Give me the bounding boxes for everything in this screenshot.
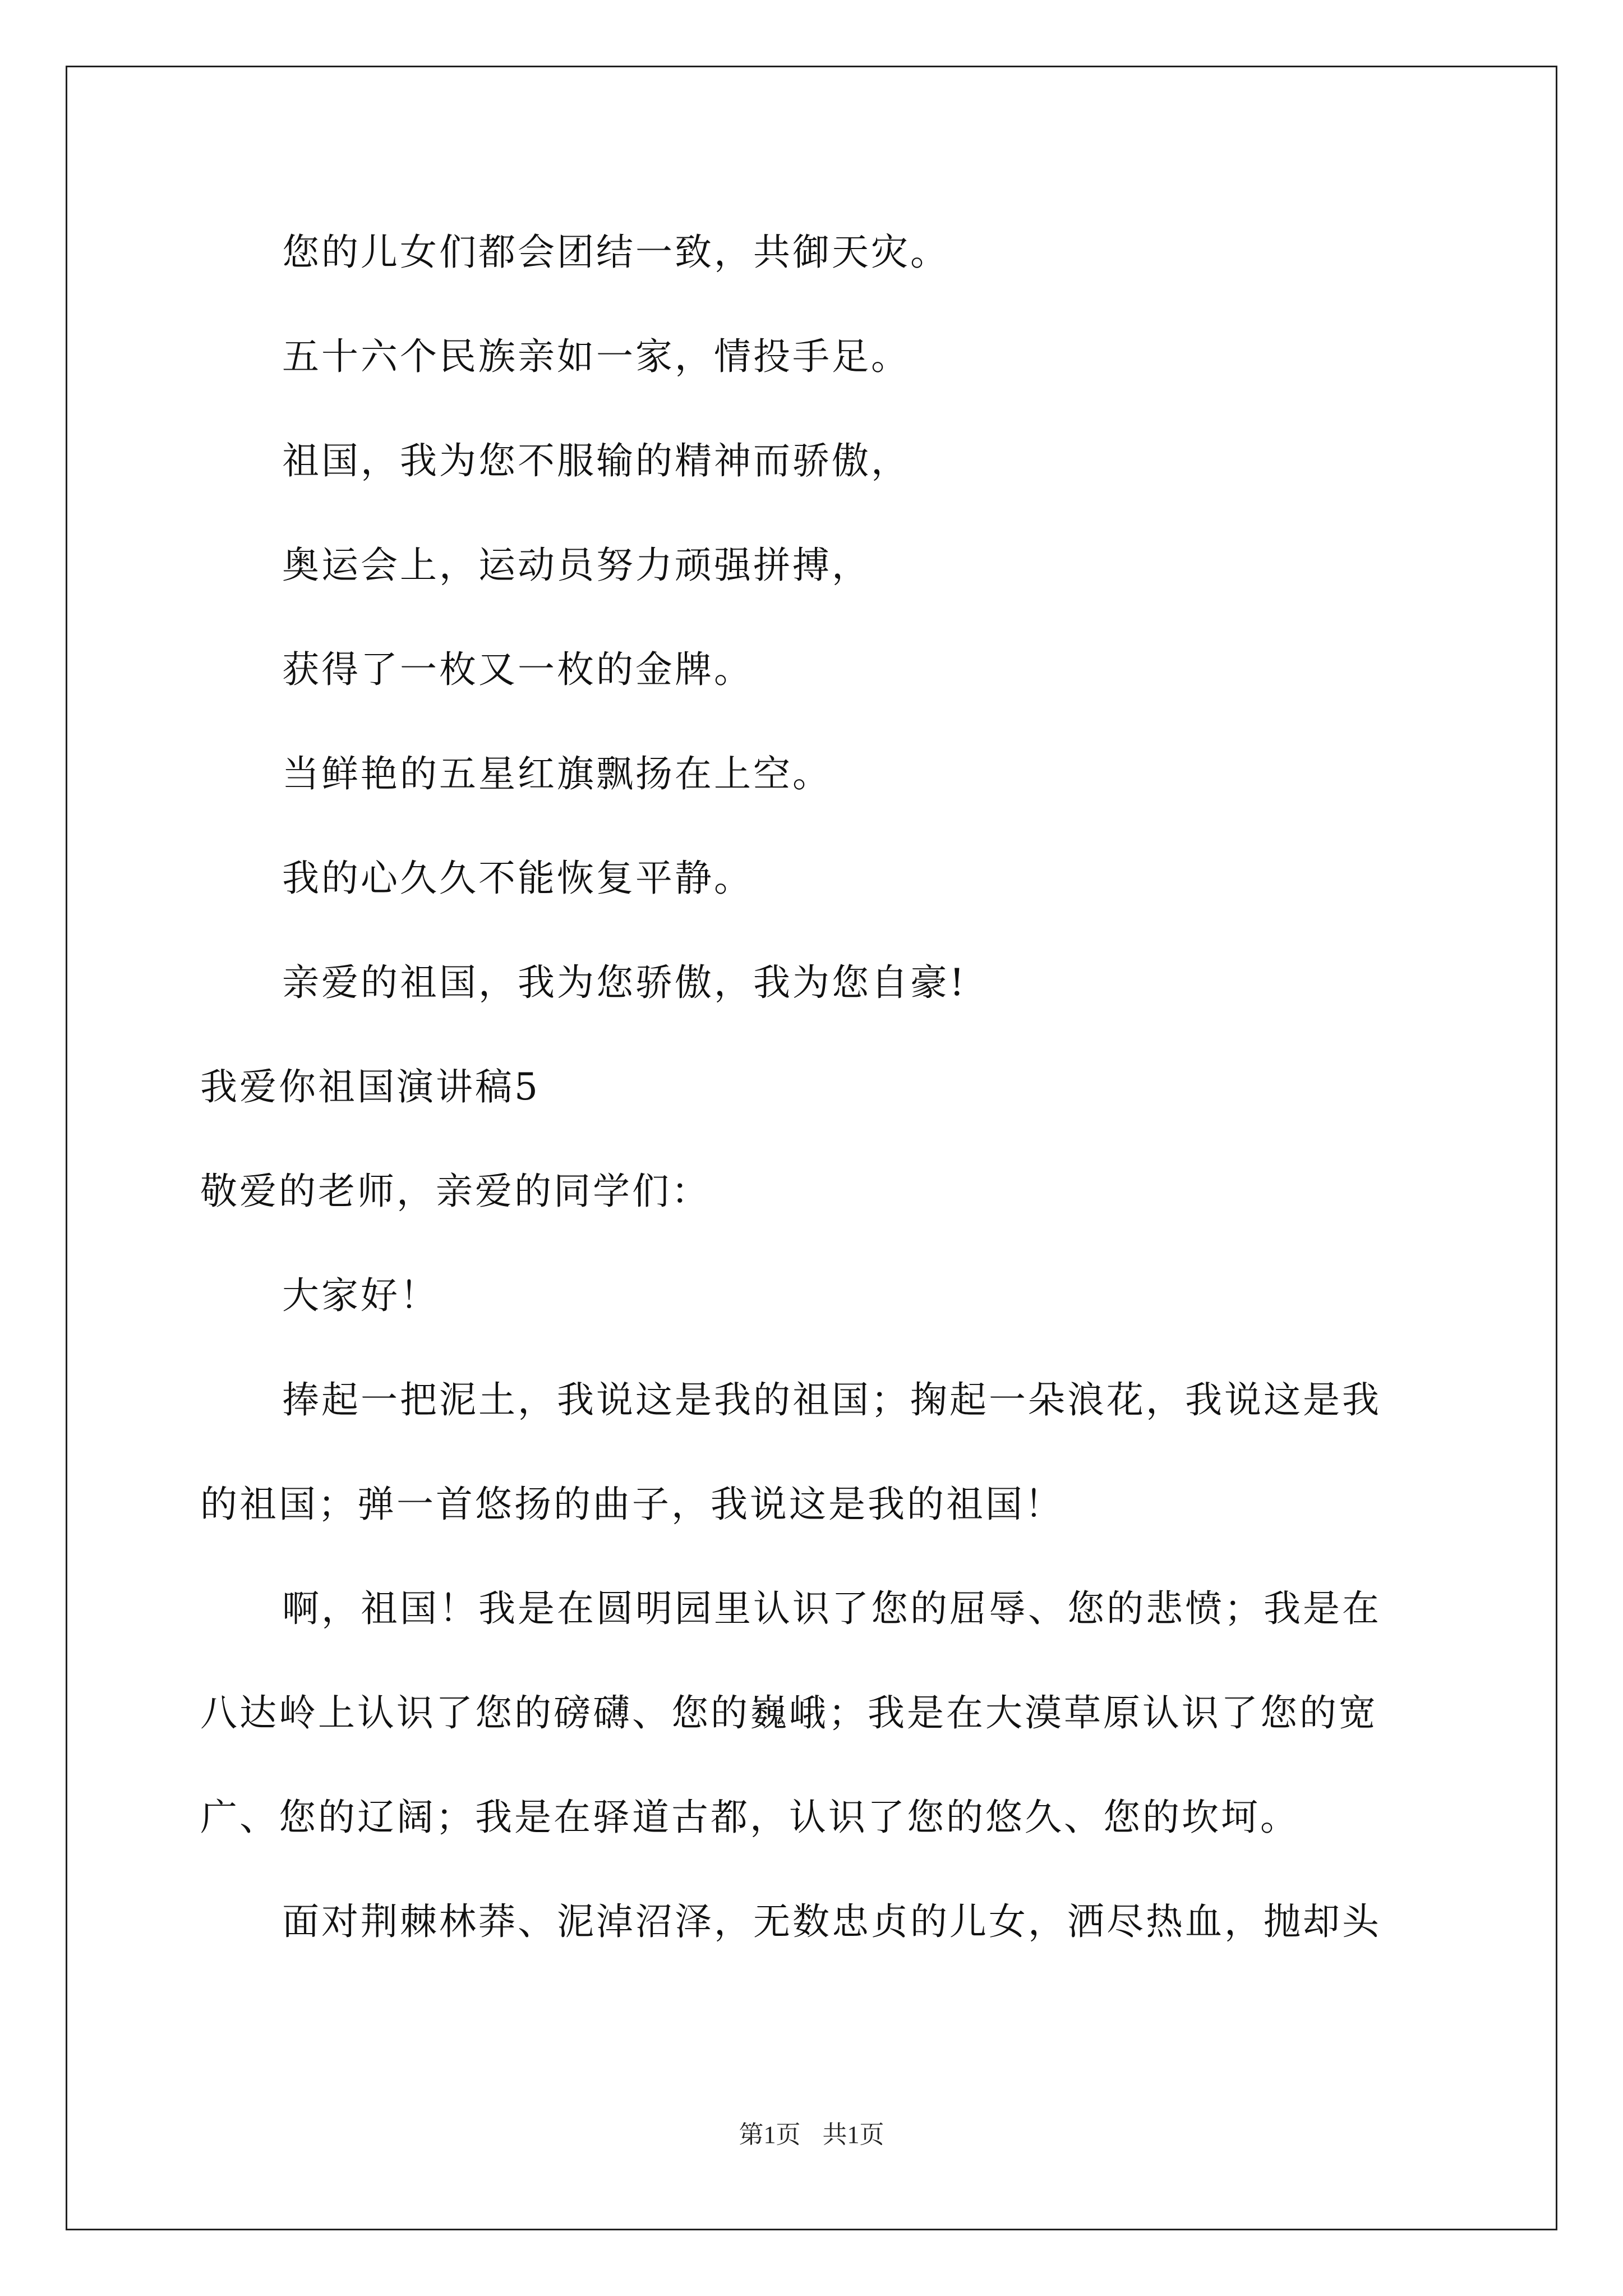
page-number: 第1页 bbox=[739, 2121, 801, 2148]
page-footer bbox=[0, 2119, 1623, 2151]
text-line: 获得了一枚又一枚的金牌。 bbox=[282, 648, 753, 691]
salutation: 敬爱的老师，亲爱的同学们： bbox=[200, 1170, 711, 1213]
text-line: 奥运会上，运动员努力顽强拼搏， bbox=[282, 544, 871, 587]
text-line: 广、您的辽阔；我是在驿道古都，认识了您的悠久、您的坎坷。 bbox=[200, 1796, 1299, 1839]
section-heading: 我爱你祖国演讲稿5 bbox=[200, 1065, 540, 1108]
text-line: 我的心久久不能恢复平静。 bbox=[282, 857, 753, 900]
text-line: 的祖国；弹一首悠扬的曲子，我说这是我的祖国！ bbox=[200, 1483, 1064, 1526]
text-line: 当鲜艳的五星红旗飘扬在上空。 bbox=[282, 752, 832, 795]
text-line: 祖国，我为您不服输的精神而骄傲， bbox=[282, 439, 910, 482]
text-line: 面对荆棘林莽、泥淖沼泽，无数忠贞的儿女，洒尽热血，抛却头 bbox=[282, 1900, 1381, 1943]
text-line: 八达岭上认识了您的磅礴、您的巍峨；我是在大漠草原认识了您的宽 bbox=[200, 1691, 1378, 1734]
text-line: 亲爱的祖国，我为您骄傲，我为您自豪! bbox=[282, 961, 967, 1004]
page-total: 共1页 bbox=[822, 2121, 884, 2148]
text-line: 您的儿女们都会团结一致，共御天灾。 bbox=[282, 231, 949, 274]
text-line: 五十六个民族亲如一家，情投手足。 bbox=[282, 335, 910, 378]
text-line: 捧起一把泥土，我说这是我的祖国；掬起一朵浪花，我说这是我 bbox=[282, 1378, 1381, 1421]
greeting: 大家好！ bbox=[282, 1274, 439, 1317]
text-line: 啊，祖国！我是在圆明园里认识了您的屈辱、您的悲愤；我是在 bbox=[282, 1587, 1381, 1630]
